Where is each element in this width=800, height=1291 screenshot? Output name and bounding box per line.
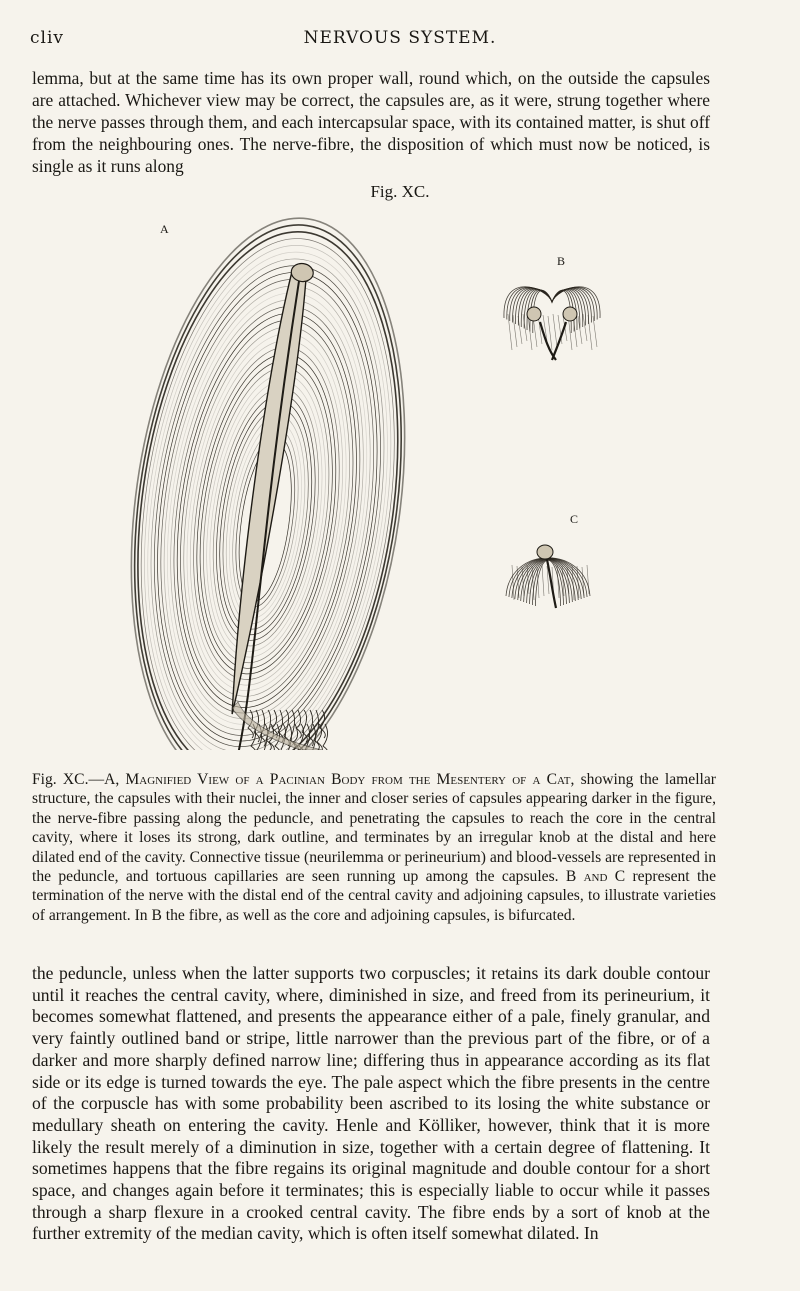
caption-body-1: showing the lamellar structure, the capsules with their nuclei, the inner and closer series of capsules appearing darker in the figure, the nerve-fibre passing along the peduncle, and penetrating the capsules to reach the core in the central cavity, where it loses its strong, dark outline, and terminates by an irregular knob at the distal and here dilated end of the cavity. Connective tissue (neurilemma or perineurium) and blood-vessels are represented in the peduncle, and tortuous capillaries are seen running up among the capsules. (32, 771, 716, 886)
figure-caption (32, 770, 716, 925)
pacinian-body-illustration (0, 210, 800, 750)
figure-xc (0, 210, 800, 750)
caption-lead: Fig. XC.— (32, 771, 105, 788)
pacinian-body-a-drawing (97, 210, 438, 750)
nerve-termination-b-drawing (504, 287, 600, 360)
figure-label-b: B (557, 254, 566, 268)
figure-label-a: A (160, 222, 169, 236)
caption-body-2: represent the termination of the nerve with the distal end of the central cavity and adjoining capsules, to illustrate varieties of arrangement. In (32, 868, 716, 924)
caption-heading: A, Magnified View of a Pacinian Body from the Mesentery of a Cat, (104, 771, 575, 788)
running-title: NERVOUS SYSTEM. (303, 28, 497, 48)
figure-title: Fig. XC. (370, 182, 430, 201)
figure-label-c: C (570, 512, 579, 526)
body-paragraph-bottom: the peduncle, unless when the latter supports two corpuscles; it retains its dark double contour until it reaches the central cavity, where, diminished in size, and freed from its perineurium, it becomes somewhat flattened, and presents the appearance either of a pale, finely granular, and very faintly outlined band or stripe, little narrower than the previous part of the fibre, or of a darker and more sharply defined narrow line; differing thus in appearance according as its flat side or its edge is turned towards the eye. The pale aspect which the fibre presents in the centre of the corpuscle has with some probability been ascribed to its losing the white substance or medullary sheath on entering the cavity. Henle and Kölliker, however, think that it is more likely the result merely of a diminution in size, together with a certain degree of flattening. It sometimes happens that the fibre regains its original magnitude and double contour for a short space, and changes again before it terminates; this is especially liable to occur while it passes through a sharp flexure in a crooked central cavity. The fibre ends by a sort of knob at the further extremity of the median cavity, which is often itself somewhat dilated. In (32, 963, 710, 1244)
page-number: cliv (30, 28, 64, 48)
page-header (30, 28, 770, 52)
body-paragraph-top: lemma, but at the same time has its own proper wall, round which, on the outside the capsules are attached. Whichever view may be correct, the capsules are, as it were, strung together where the nerve passes through them, and each intercapsular space, with its contained matter, is shut off from the neighbouring ones. The nerve-fibre, the disposition of which must now be noticed, is single as it runs along (32, 68, 710, 176)
caption-b-and-c: B and C (565, 868, 626, 886)
nerve-termination-c-drawing (506, 545, 590, 608)
caption-body-3: the fibre, as well as the core and adjoining capsules, is bifurcated. (161, 906, 576, 924)
caption-b: B (151, 906, 162, 924)
